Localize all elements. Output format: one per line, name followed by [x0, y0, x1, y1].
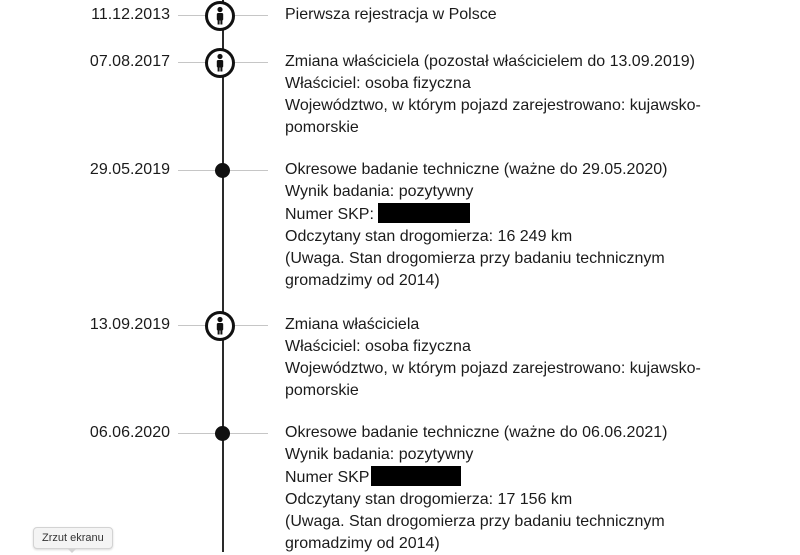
entry-line: Zmiana właściciela (pozostał właścicielem do 13.09.2019) — [285, 53, 695, 70]
timeline-axis — [222, 0, 224, 552]
redaction-box — [378, 203, 470, 223]
person-icon — [205, 48, 235, 78]
entry-date: 29.05.2019 — [89, 161, 170, 178]
entry-line: pomorskie — [285, 382, 359, 399]
entry-line: gromadzimy od 2014) — [285, 535, 440, 552]
entry-date: 11.12.2013 — [91, 6, 170, 23]
entry-line-skp — [285, 203, 795, 226]
entry-details — [285, 51, 795, 139]
entry-line: Odczytany stan drogomierza: 17 156 km — [285, 491, 573, 508]
entry-line: Okresowe badanie techniczne (ważne do 06.06.2021) — [285, 424, 668, 441]
entry-line: (Uwaga. Stan drogomierza przy badaniu technicznym — [285, 250, 665, 267]
entry-date: 07.08.2017 — [89, 53, 170, 70]
entry-details — [285, 159, 795, 292]
skp-label: Numer SKP: — [285, 206, 374, 223]
entry-line: Odczytany stan drogomierza: 16 249 km — [285, 228, 573, 245]
person-icon — [205, 1, 235, 31]
entry-line: Wynik badania: pozytywny — [285, 446, 474, 463]
entry-line: Okresowe badanie techniczne (ważne do 29.05.2020) — [285, 161, 668, 178]
dot-icon — [215, 163, 230, 178]
skp-label: Numer SKP — [285, 469, 370, 486]
entry-line-skp — [285, 466, 795, 489]
entry-details — [285, 4, 795, 26]
entry-line: Właściciel: osoba fizyczna — [285, 338, 471, 355]
screenshot-tooltip: Zrzut ekranu — [33, 527, 113, 549]
entry-line: Właściciel: osoba fizyczna — [285, 75, 471, 92]
entry-details — [285, 422, 795, 555]
person-icon — [205, 311, 235, 341]
redaction-box — [371, 466, 461, 486]
entry-line: Województwo, w którym pojazd zarejestrowano: kujawsko- — [285, 97, 701, 114]
entry-line: pomorskie — [285, 119, 359, 136]
dot-icon — [215, 426, 230, 441]
entry-line: Wynik badania: pozytywny — [285, 183, 474, 200]
entry-line: Pierwsza rejestracja w Polsce — [285, 6, 497, 23]
entry-line: (Uwaga. Stan drogomierza przy badaniu technicznym — [285, 513, 665, 530]
entry-date: 13.09.2019 — [89, 316, 170, 333]
entry-line: Zmiana właściciela — [285, 316, 420, 333]
entry-details — [285, 314, 795, 402]
entry-line: Województwo, w którym pojazd zarejestrowano: kujawsko- — [285, 360, 701, 377]
entry-line: gromadzimy od 2014) — [285, 272, 440, 289]
entry-date: 06.06.2020 — [89, 424, 170, 441]
